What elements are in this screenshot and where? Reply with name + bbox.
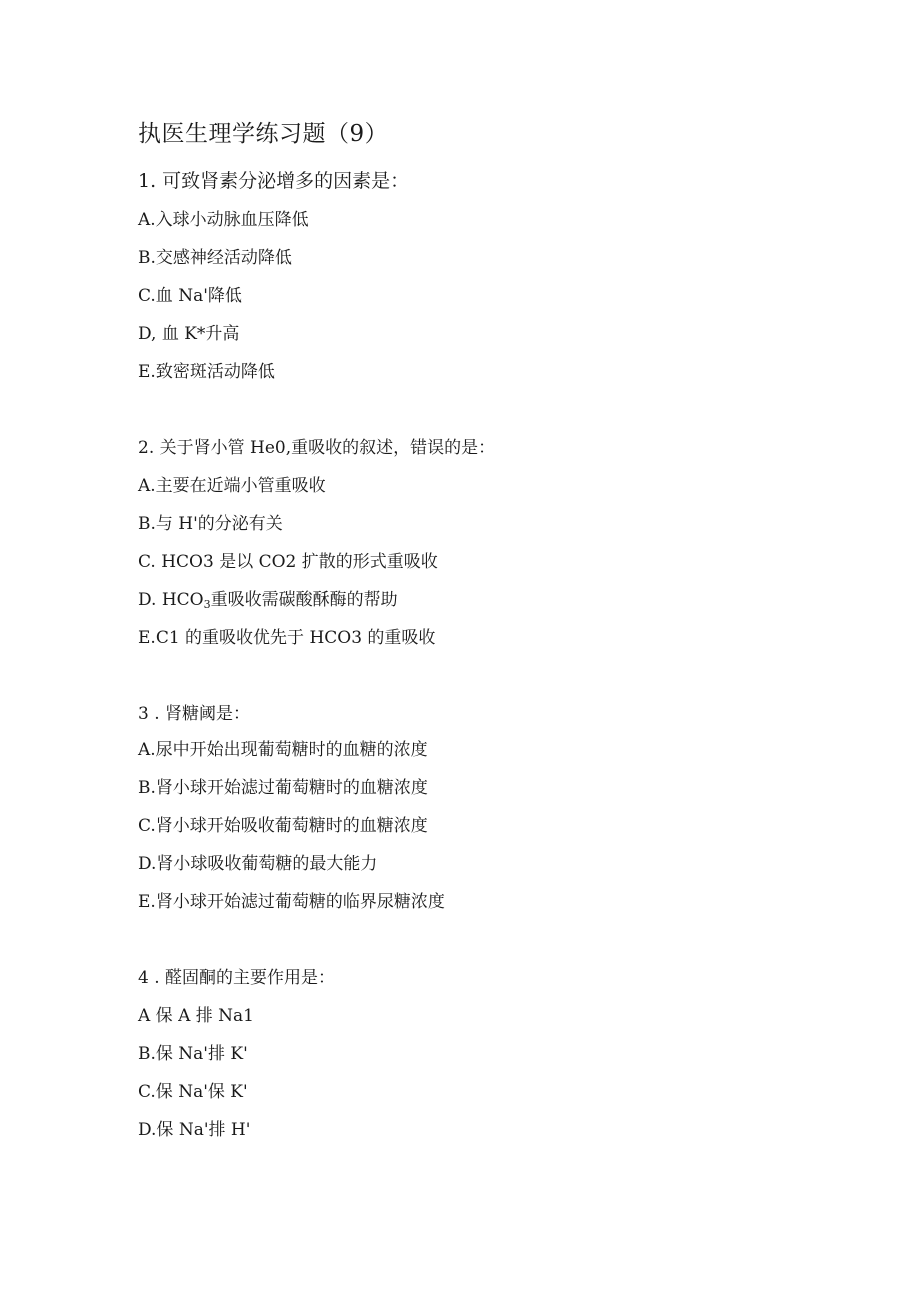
- question-2-option-c: C. HCO3 是以 CO2 扩散的形式重吸收: [138, 552, 438, 572]
- question-2-option-d: [138, 588, 398, 617]
- question-3-option-b: B.肾小球开始滤过葡萄糖时的血糖浓度: [138, 778, 428, 798]
- question-1-option-a: A.入球小动脉血压降低: [138, 210, 309, 230]
- question-3-option-a: A.尿中开始出现葡萄糖时的血糖的浓度: [138, 740, 428, 760]
- question-2-option-e: E.C1 的重吸收优先于 HCO3 的重吸收: [138, 628, 436, 648]
- question-4-option-c: C.保 Na'保 K': [138, 1082, 248, 1102]
- question-3-stem: 3 . 肾糖阈是：: [138, 704, 251, 724]
- question-4-option-d: D.保 Na'排 H': [138, 1120, 251, 1140]
- question-2-option-d-subscript: 3: [203, 598, 211, 611]
- question-2-option-b: B.与 H'的分泌有关: [138, 514, 283, 534]
- question-4-option-b: B.保 Na'排 K': [138, 1044, 248, 1064]
- question-3-option-d: D.肾小球吸收葡萄糖的最大能力: [138, 854, 378, 874]
- document-title: 执医生理学练习题（9）: [138, 121, 389, 147]
- question-3-option-e: E.肾小球开始滤过葡萄糖的临界尿糖浓度: [138, 892, 445, 912]
- question-1-option-b: B.交感神经活动降低: [138, 248, 292, 268]
- question-2-stem: 2. 关于肾小管 He0,重吸收的叙述，错误的是：: [138, 438, 496, 458]
- question-4-option-a: A 保 A 排 Na1: [138, 1006, 254, 1026]
- question-1-option-d: D, 血 K*升高: [138, 324, 240, 344]
- question-1-stem: 1. 可致肾素分泌增多的因素是：: [138, 170, 410, 192]
- question-3-option-c: C.肾小球开始吸收葡萄糖时的血糖浓度: [138, 816, 428, 836]
- question-4-stem: 4 . 醛固酮的主要作用是：: [138, 968, 336, 988]
- question-2-option-a: A.主要在近端小管重吸收: [138, 476, 326, 496]
- question-1-option-e: E.致密斑活动降低: [138, 362, 275, 382]
- question-2-option-d-prefix: D. HCO: [138, 590, 204, 610]
- question-1-option-c: C.血 Na'降低: [138, 286, 242, 306]
- question-2-option-d-rest: 重吸收需碳酸酥酶的帮助: [210, 590, 398, 610]
